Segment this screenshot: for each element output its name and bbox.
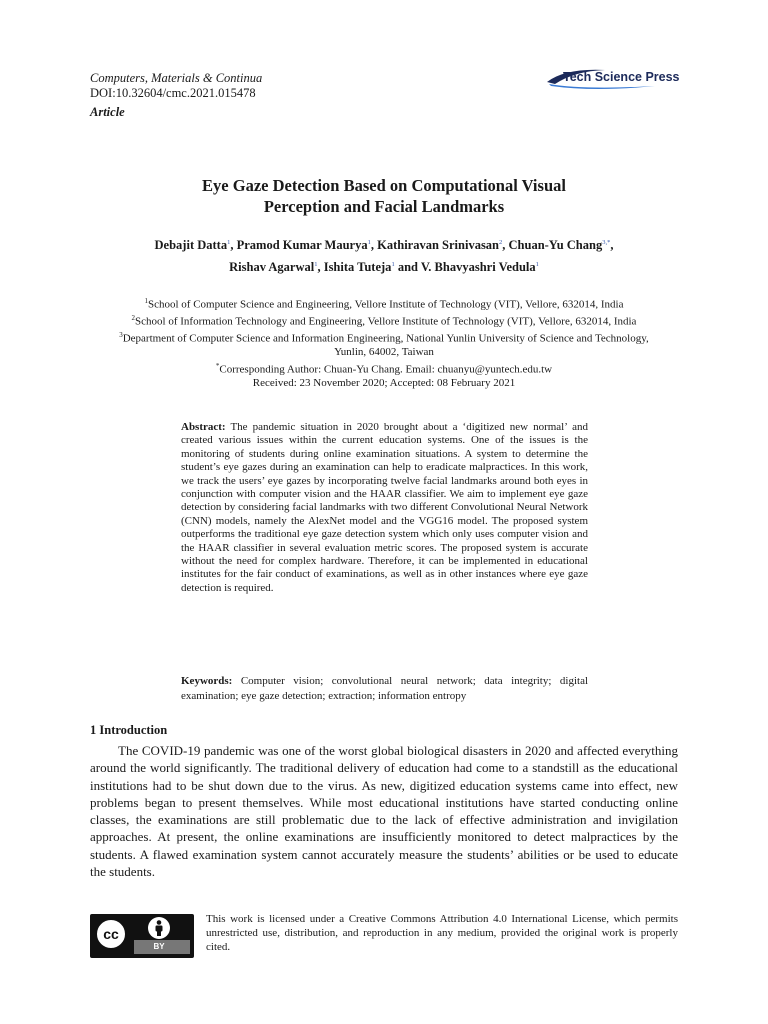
author-sep: , [370,238,378,253]
affiliation-text: School of Computer Science and Engineering, Vellore Institute of Technology (VIT), Vellore, 632014, India [148,298,624,311]
author-sep: , [610,238,614,253]
author-name: Chuan-Yu Chang [508,238,603,253]
article-type: Article [90,105,125,119]
author-sup: 1 [367,239,371,246]
license-text: This work is licensed under a Creative Commons Attribution 4.0 International License, which permits unrestricted use, distribution, and reproduction in any medium, provided the original work is properly cited. [206,913,678,953]
publisher-name: Tech Science Press [563,70,680,84]
journal-name: Computers, Materials & Continua [90,71,263,85]
author-sup: 1 [535,261,539,269]
intro-paragraph: The COVID-19 pandemic was one of the worst global biological disasters in 2020 and affected everything around the world significantly. The traditional delivery of education had come to a standstill as the educational institutions had to be shut down due to the virus. As new, digitized education systems came into effect, new problems began to present themselves. While most educational institutions have started conducting online classes, the examinations are still problematic due to the lack of effective administration and invigilation approaches. At present, the online examinations are insufficiently monitored to detect malpractices by the students. A flawed examination system cannot accurately measure the students’ abilities or be used to educate the students. [90,743,678,880]
doi: DOI:10.32604/cmc.2021.015478 [90,86,256,100]
author-sep: , [230,238,237,253]
affiliation-sup: 1 [144,297,148,305]
keywords-label: Keywords: [181,675,233,687]
author-name: Ishita Tuteja [323,260,392,275]
abstract-text: The pandemic situation in 2020 brought about a ‘digitized new normal’ and created various issues within the current education systems. One of the issues is the monitoring of students during online examination situations. A system to determine the student’s eye gazes during an examination can help to eradicate malpractices. In this work, we track the users’ eye gazes by incorporating twelve facial landmarks around both eyes in conjunction with computer vision and the HAAR classifier. We aim to implement eye gaze detection by considering facial landmarks with two different Convolutional Neural Network (CNN) models, namely the AlexNet model and the VGG16 model. The proposed system outperforms the traditional eye gaze detection system which only uses computer vision and the HAAR classifier in several evaluation metric scores. The proposed system is accurate without the need for complex hardware. Therefore, it can be implemented in educational institutes for the fair conduct of examinations, as well as in other instances where eye gaze detection is required. [181,421,588,594]
affiliation-sup: 3 [119,331,123,340]
affiliation-line [80,329,688,346]
section-heading: 1 Introduction [90,723,168,737]
author-sup: 3,* [602,239,611,246]
corresponding-sup: * [215,361,220,370]
author-sup: 1 [227,239,231,246]
author-name: Rishav Agarwal [229,260,315,275]
author-sup: 1 [314,261,318,269]
affiliation-text: Yunlin, 64002, Taiwan [334,346,434,359]
author-sup: 1 [391,261,395,269]
corresponding-text: Corresponding Author: Chuan-Yu Chang. Email: chuanyu@yuntech.edu.tw [219,363,553,376]
author-sep: and [394,260,421,275]
author-name: Kathiravan Srinivasan [377,238,500,253]
by-label: BY [153,942,165,951]
affiliation-line [80,312,688,329]
cc-icon: cc [95,918,127,950]
title-line-1: Eye Gaze Detection Based on Computational Visual [202,176,566,195]
publisher-logo [545,66,680,92]
affiliation-sup: 2 [131,314,136,323]
author-name: Pramod Kumar Maurya [236,238,368,253]
affiliation-text: Department of Computer Science and Information Engineering, National Yunlin University of Science and Technology, [122,332,649,345]
author-sep: , [502,238,509,253]
received-dates: Received: 23 November 2020; Accepted: 08 February 2021 [252,377,516,390]
author-name: Debajit Datta [154,238,228,253]
affiliation-line [80,295,688,312]
author-name: V. Bhavyashri Vedula [420,260,536,275]
abstract [181,421,588,595]
affiliation-line [80,346,688,360]
keywords-text: Computer vision; convolutional neural network; data integrity; digital examination; eye gaze detection; extraction; information entropy [181,675,589,702]
paper-title [100,175,668,217]
author-sep: , [317,260,324,275]
author-line-2 [100,255,668,277]
title-line-2: Perception and Facial Landmarks [263,197,505,216]
keywords [181,674,588,704]
author-list [100,233,668,277]
abstract-label: Abstract: [181,421,226,433]
corresponding-author [80,360,688,377]
author-line-1 [100,233,668,255]
affiliation-text: School of Information Technology and Engineering, Vellore Institute of Technology (VIT), Vellore, 632014, India [135,315,637,328]
attribution-person-icon [148,917,170,939]
author-sup: 2 [499,239,503,246]
cc-by-badge[interactable] [90,914,194,958]
affiliations [80,295,688,391]
